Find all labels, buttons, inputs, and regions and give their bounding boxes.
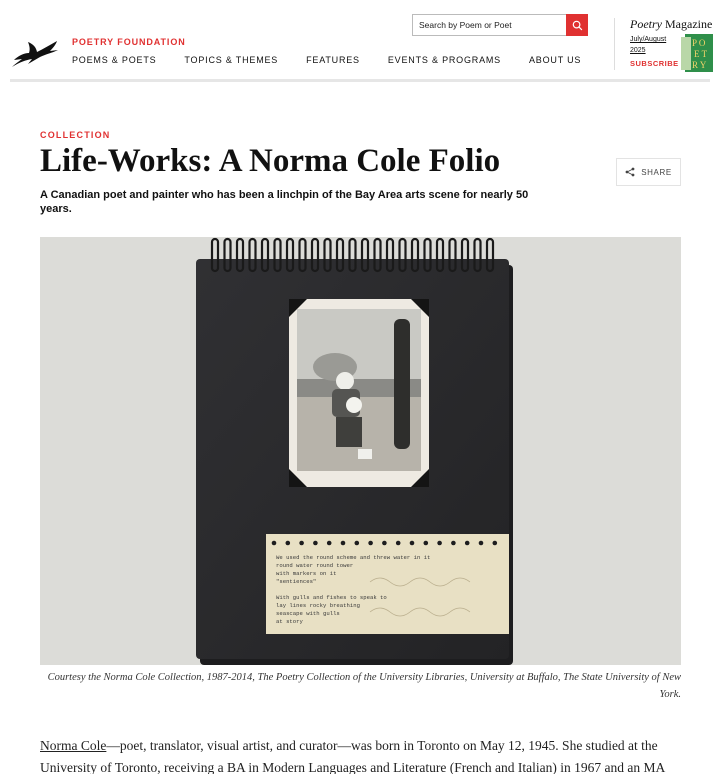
- share-icon: [625, 167, 635, 177]
- search-bar: [412, 14, 588, 36]
- article-kicker[interactable]: COLLECTION: [40, 130, 111, 140]
- nav-topics-themes[interactable]: TOPICS & THEMES: [184, 55, 279, 65]
- punch-hole: [355, 541, 360, 546]
- search-input[interactable]: [412, 14, 566, 36]
- punch-hole: [327, 541, 332, 546]
- punch-hole: [410, 541, 415, 546]
- search-icon: [572, 20, 583, 31]
- header-divider: [614, 18, 615, 70]
- punch-hole: [493, 541, 498, 546]
- nav-poems-poets[interactable]: POEMS & POETS: [72, 55, 157, 65]
- header-rule: [10, 79, 710, 82]
- nav-events-programs[interactable]: EVENTS & PROGRAMS: [387, 55, 501, 65]
- main-nav: [72, 55, 609, 65]
- subscribe-link[interactable]: SUBSCRIBE: [630, 59, 679, 68]
- notebook-photo: [40, 237, 681, 665]
- punch-hole: [437, 541, 442, 546]
- article-title: Life-Works: A Norma Cole Folio: [40, 143, 501, 179]
- nav-about-us[interactable]: ABOUT US: [528, 55, 582, 65]
- punch-hole: [299, 541, 304, 546]
- punch-hole: [382, 541, 387, 546]
- magazine-title[interactable]: Poetry Magazine: [630, 17, 713, 31]
- note-line: seascape with gulls: [276, 610, 340, 617]
- punch-hole: [286, 541, 291, 546]
- punch-hole: [465, 541, 470, 546]
- nav-features[interactable]: FEATURES: [306, 55, 360, 65]
- punch-hole: [341, 541, 346, 546]
- body-paragraph-text: —poet, translator, visual artist, and curator—was born in Toronto on May 12, 1945. She studied at the University of Toronto, receiving a BA in Modern Languages and Literature (French and Italian) in 1967 and an MA: [40, 738, 666, 774]
- image-caption: Courtesy the Norma Cole Collection, 1987-2014, The Poetry Collection of the University Libraries, University at Buffalo, The State University of New York.: [47, 672, 681, 700]
- svg-text:E T: E T: [694, 49, 708, 59]
- folio-image: [40, 237, 681, 665]
- note-line: With gulls and fishes to speak to: [276, 594, 387, 601]
- punch-hole: [451, 541, 456, 546]
- punch-hole: [313, 541, 318, 546]
- article-body: [40, 735, 685, 774]
- share-label: SHARE: [641, 167, 672, 177]
- magazine-cover-image[interactable]: [681, 34, 713, 72]
- note-line: "sentiences": [276, 578, 317, 585]
- norma-cole-link[interactable]: Norma Cole: [40, 738, 107, 753]
- note-line: lay lines rocky breathing: [276, 602, 360, 609]
- site-header: [0, 0, 719, 82]
- punch-hole: [396, 541, 401, 546]
- punch-hole: [479, 541, 484, 546]
- note-line: at story: [276, 618, 303, 625]
- note-line: round water round tower: [276, 562, 354, 569]
- magazine-issue-link[interactable]: July/August 2025: [630, 36, 667, 54]
- pegasus-logo-icon[interactable]: [10, 40, 60, 72]
- note-line: We used the round scheme and threw water in it: [276, 554, 431, 561]
- article-dek: A Canadian poet and painter who has been a linchpin of the Bay Area arts scene for nearly 50 years.: [40, 189, 529, 215]
- brand-name[interactable]: POETRY FOUNDATION: [72, 37, 186, 47]
- punch-hole: [272, 541, 277, 546]
- note-line: with markers on it: [276, 570, 337, 577]
- share-button[interactable]: [616, 158, 681, 186]
- svg-text:R Y: R Y: [692, 60, 707, 70]
- punch-hole: [424, 541, 429, 546]
- search-button[interactable]: [566, 14, 588, 36]
- svg-text:P O: P O: [692, 38, 706, 48]
- punch-hole: [368, 541, 373, 546]
